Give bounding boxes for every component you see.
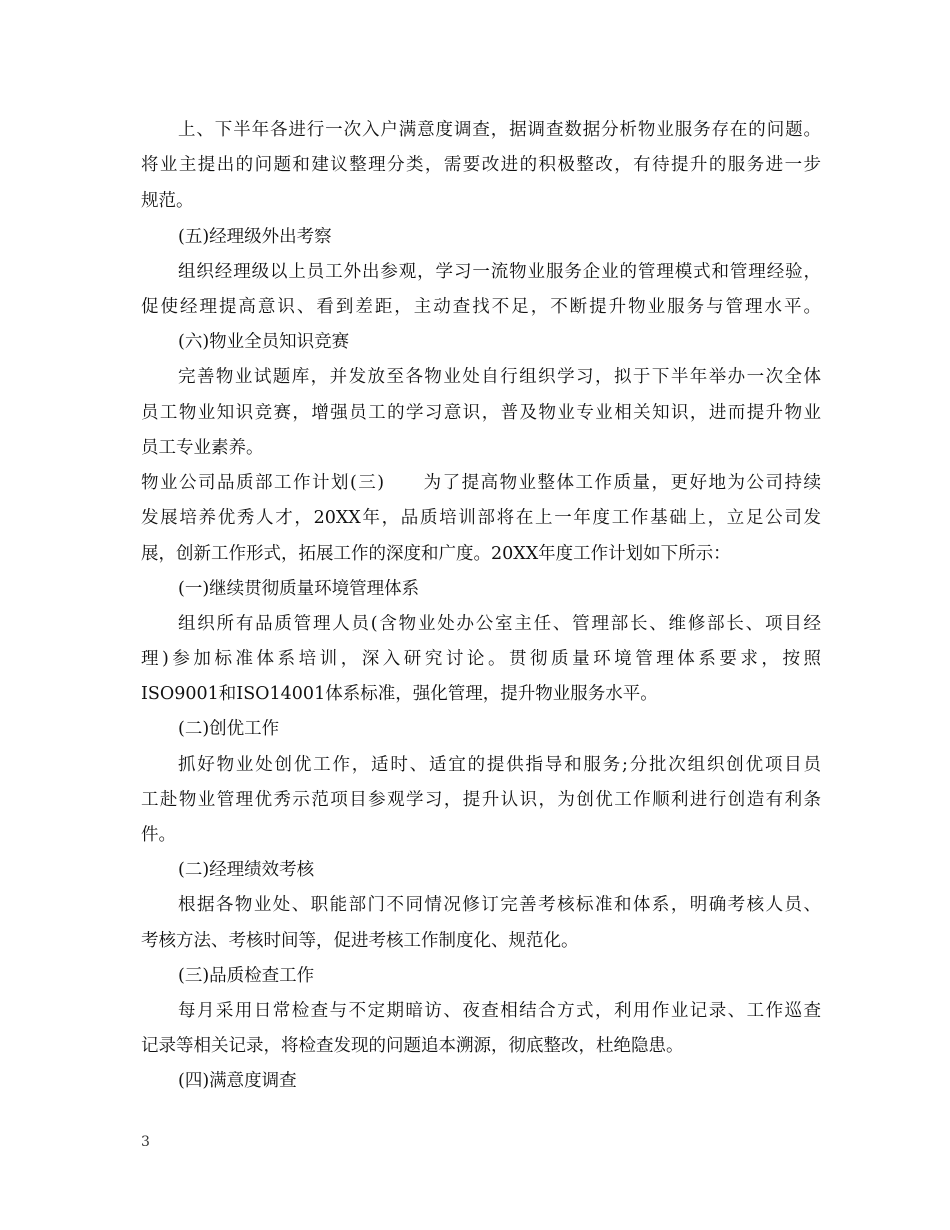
body-text-line: ISO9001和ISO14001体系标准，强化管理，提升物业服务水平。	[141, 684, 658, 704]
body-text-line: 物业公司品质部工作计划(三) 为了提高物业整体工作质量，更好地为公司持续	[141, 473, 821, 493]
body-text-line: 考核方法、考核时间等，促进考核工作制度化、规范化。	[141, 931, 579, 951]
page-number: 3	[141, 1134, 150, 1150]
body-text-line: 展，创新工作形式，拓展工作的深度和广度。20XX年度工作计划如下所示：	[141, 544, 731, 564]
body-text-line: 规范。	[141, 191, 194, 211]
section-heading: (一)继续贯彻质量环境管理体系	[178, 579, 420, 599]
section-heading: (六)物业全员知识竞赛	[178, 332, 350, 352]
body-text-line: 抓好物业处创优工作，适时、适宜的提供指导和服务;分批次组织创优项目员	[178, 755, 821, 775]
body-text-line: 发展培养优秀人才，20XX年，品质培训部将在上一年度工作基础上，立足公司发	[141, 508, 821, 528]
body-text-line: 员工专业素养。	[141, 438, 264, 458]
body-text-line: 上、下半年各进行一次入户满意度调查，据调查数据分析物业服务存在的问题。	[178, 120, 821, 140]
body-text-line: 员工物业知识竞赛，增强员工的学习意识，普及物业专业相关知识，进而提升物业	[141, 403, 821, 423]
body-text-line: 组织经理级以上员工外出参观，学习一流物业服务企业的管理模式和管理经验，	[178, 262, 821, 282]
section-heading: (五)经理级外出考察	[178, 227, 332, 247]
body-text-line: 记录等相关记录，将检查发现的问题追本溯源，彻底整改，杜绝隐患。	[141, 1036, 684, 1056]
body-text-line: 完善物业试题库，并发放至各物业处自行组织学习，拟于下半年举办一次全体	[178, 367, 821, 387]
body-text-line: 理)参加标准体系培训，深入研究讨论。贯彻质量环境管理体系要求，按照	[141, 649, 821, 669]
section-heading: (二)经理绩效考核	[178, 860, 315, 880]
body-text-line: 件。	[141, 825, 176, 845]
section-heading: (三)品质检查工作	[178, 966, 315, 986]
section-heading: (二)创优工作	[178, 719, 280, 739]
body-text-line: 组织所有品质管理人员(含物业处办公室主任、管理部长、维修部长、项目经	[178, 614, 821, 634]
body-text-line: 工赴物业管理优秀示范项目参观学习，提升认识，为创优工作顺利进行创造有利条	[141, 790, 821, 810]
body-text-line: 将业主提出的问题和建议整理分类，需要改进的积极整改，有待提升的服务进一步	[141, 155, 821, 175]
body-text-line: 根据各物业处、职能部门不同情况修订完善考核标准和体系，明确考核人员、	[178, 895, 821, 915]
body-text-line: 促使经理提高意识、看到差距，主动查找不足，不断提升物业服务与管理水平。	[141, 297, 821, 317]
section-heading: (四)满意度调查	[178, 1071, 297, 1091]
body-text-line: 每月采用日常检查与不定期暗访、夜查相结合方式，利用作业记录、工作巡查	[178, 1001, 821, 1021]
